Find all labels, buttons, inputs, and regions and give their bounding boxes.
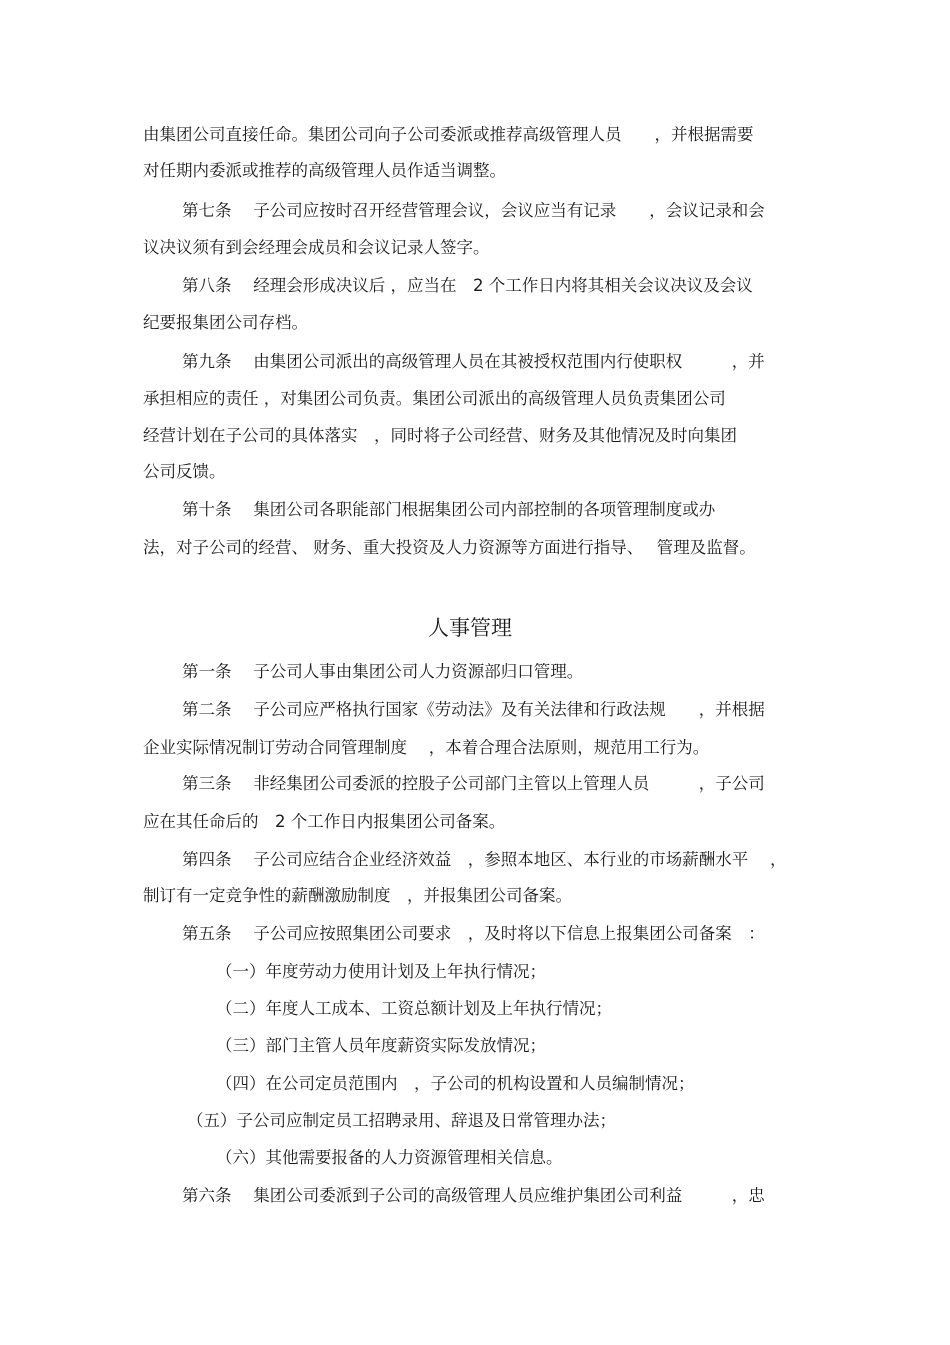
list-item: （五）子公司应制定员工招聘录用、辞退及日常管理办法；	[187, 1111, 616, 1130]
list-item: （四）在公司定员范围内 ，子公司的机构设置和人员编制情况；	[216, 1074, 695, 1093]
hr-article-6-line: 第六条 集团公司委派到子公司的高级管理人员应维护集团公司利益 ，忠	[182, 1186, 765, 1205]
text-line: 法，对子公司的经营、 财务、重大投资及人力资源等方面进行指导、 管理及监督。	[143, 538, 756, 557]
text-line: 企业实际情况制订劳动合同管理制度 ，本着合理合法原则，规范用工行为。	[143, 738, 710, 757]
text-line: 公司反馈。	[143, 462, 226, 481]
text-line: 应在其任命后的 2 个工作日内报集团公司备案。	[143, 812, 506, 831]
article-9-line: 第九条 由集团公司派出的高级管理人员在其被授权范围内行使职权 ，并	[182, 352, 765, 371]
text-line: 纪要报集团公司存档。	[143, 313, 308, 332]
text-line: 对任期内委派或推荐的高级管理人员作适当调整。	[143, 161, 506, 180]
hr-article-2-line: 第二条 子公司应严格执行国家《劳动法》及有关法律和行政法规 ，并根据	[182, 700, 765, 719]
section-title: 人事管理	[428, 616, 512, 640]
hr-article-5-line: 第五条 子公司应按照集团公司要求 ，及时将以下信息上报集团公司备案 ：	[182, 924, 765, 943]
hr-article-3-line: 第三条 非经集团公司委派的控股子公司部门主管以上管理人员 ，子公司	[182, 774, 765, 793]
list-item: （六）其他需要报备的人力资源管理相关信息。	[216, 1148, 563, 1167]
text-line: 议决议须有到会经理会成员和会议记录人签字。	[143, 238, 490, 257]
list-item: （二）年度人工成本、工资总额计划及上年执行情况；	[216, 999, 612, 1018]
article-10-line: 第十条 集团公司各职能部门根据集团公司内部控制的各项管理制度或办	[182, 500, 716, 519]
hr-article-4-line: 第四条 子公司应结合企业经济效益 ，参照本地区、本行业的市场薪酬水平 ，	[182, 850, 787, 869]
article-8-line: 第八条 经理会形成决议后 ，应当在 2 个工作日内将其相关会议决议及会议	[182, 276, 753, 295]
hr-article-1-line: 第一条 子公司人事由集团公司人力资源部归口管理。	[182, 662, 584, 681]
text-line: 经营计划在子公司的具体落实 ，同时将子公司经营、财务及其他情况及时向集团	[143, 426, 737, 445]
text-line: 承担相应的责任 ，对集团公司负责。集团公司派出的高级管理人员负责集团公司	[143, 389, 726, 408]
article-7-line: 第七条 子公司应按时召开经营管理会议，会议应当有记录 ，会议记录和会	[182, 201, 765, 220]
text-line: 制订有一定竞争性的薪酬激励制度 ，并报集团公司备案。	[143, 886, 572, 905]
list-item: （三）部门主管人员年度薪资实际发放情况；	[216, 1036, 546, 1055]
text-line: 由集团公司直接任命。集团公司向子公司委派或推荐高级管理人员 ，并根据需要	[143, 125, 754, 144]
list-item: （一）年度劳动力使用计划及上年执行情况；	[216, 962, 546, 981]
